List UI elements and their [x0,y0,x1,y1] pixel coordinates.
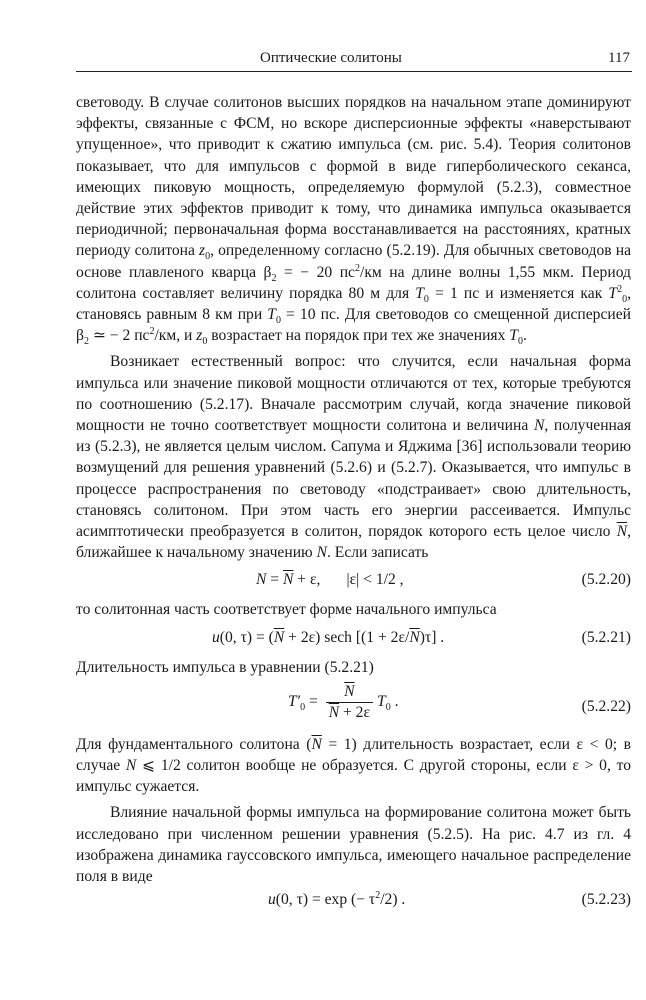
paragraph-4: Длительность импульса в уравнении (5.2.21) [76,658,374,676]
equation-number: (5.2.23) [581,891,631,909]
equation-5-2-22: $T'_0$ = $\frac{\overline{N}}{\overline{N} + 2\varepsilon}$ $T_0$ . (5.2.22) [288,682,631,721]
equation-5-2-20: $N = \overline{N} + \varepsilon$, |ε| < 1/2 , (5.2.20) [76,563,631,599]
paragraph-6: Влияние начальной формы импульса на формирование солитона может быть исследовано при численном решении уравнения (5.2.5). На рис. 4.7 из гл. 4 изображена динамика гауссовского импульса, имеющего начальное распределение поля в виде [76,804,631,886]
page-number: 117 [608,50,630,66]
equation-number: (5.2.21) [581,628,631,646]
header-rule [76,71,632,72]
page-header [76,40,632,68]
equation-5-2-21: u(0, $\tau) = (\overline{N} + 2\varepsilon)$ sech $[(1 + 2\varepsilon/\overline{N})\tau]$ . (5.2.21) [76,621,631,657]
paragraph-5: Для фундаментального солитона $(\overline{N} = 1)$ длительность возрастает, если ε < 0; в случае N ⩽ 1/2 солитон вообще не образуется. С другой стороны, если ε > 0, то импульс сужается. [76,735,631,796]
equation-number: (5.2.22) [581,697,631,715]
paragraph-3: то солитонная часть соответствует форме начального импульса [76,601,497,619]
equation-5-2-23: u(0, τ) = exp (− $\tau^2/2$) . (5.2.23) [76,887,631,923]
page-body [76,92,631,923]
equation-number: (5.2.20) [581,571,631,589]
paragraph-1: световоду. В случае солитонов высших порядков на начальном этапе доминируют эффекты, связанные с ФСМ, но вскоре дисперсионные эффекты «наверстывают упущенное», что приводит к сжатию импульса (см. рис. 5.4). Теория солитонов показывает, что для импульсов с формой в виде гиперболического секанса, имеющих пиковую мощность, определяемую формулой (5.2.3), совместное действие этих эффектов приводит к тому, что динамика импульса оказывается периодичной; первоначальная форма восстанавливается на расстояниях, кратных периоду солитона $z_0$, определенному согласно (5.2.19). Для обычных световодов на основе плавленого кварца $\beta_2$ = − 20 $пс^2/км$ на длине волны 1,55 мкм. Период солитона составляет величину порядка 80 м для $T_0 = 1$ пс и изменяется как $T^2_0$, становясь равным 8 км при $T_0 = 10$ пс. Для световодов со смещенной дисперсией $\beta_2$ ≃ − 2 $пс^2/км$, и $z_0$ возрастает на порядок при тех же значениях $T_0$. [76,94,631,348]
running-title: Оптические солитоны [260,50,402,66]
paragraph-2: Возникает естественный вопрос: что случится, если начальная форма импульса или значение пиковой мощности отличаются от тех, которые требуются по соотношению (5.2.17). Вначале рассмотрим случай, когда значение пиковой мощности не точно соответствует мощности солитона и величина N, полученная из (5.2.3), не является целым числом. Сапума и Яджима [36] использовали теорию возмущений для решения уравнений (5.2.6) и (5.2.7). Оказывается, что импульс в процессе распространения по световоду «подстраивает» свою длительность, становясь солитоном. При этом часть его энергии рассеивается. Импульс асимптотически преобразуется в солитон, порядок которого есть целое число $\overline{N}$, ближайшее к начальному значению N. Если записать [76,353,631,562]
